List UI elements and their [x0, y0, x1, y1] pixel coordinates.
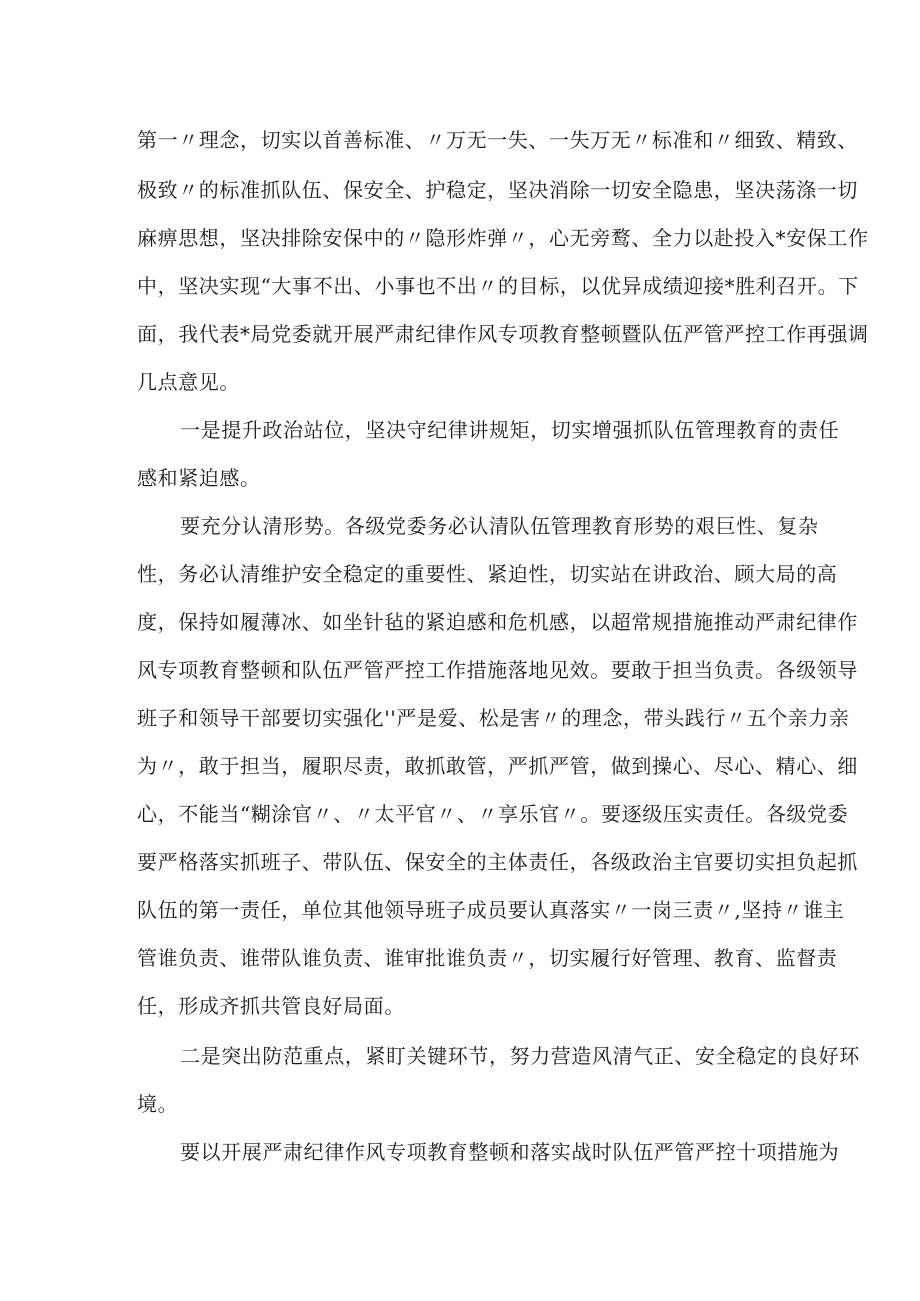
text-line: 要严格落实抓班子、带队伍、保安全的主体责任，各级政治主官要切实担负起抓: [137, 850, 858, 874]
text-line: 第一〃理念，切实以首善标准、〃万无一失、一失万无〃标准和〃细致、精致、: [137, 128, 858, 152]
text-line: 任，形成齐抓共管良好局面。: [137, 994, 405, 1018]
text-line: 心，不能当“糊涂官〃、〃太平官〃、〃享乐官〃。要逐级压实责任。各级党委: [137, 802, 849, 826]
text-line: 要以开展严肃纪律作风专项教育整顿和落实战时队伍严管严控十项措施为: [180, 1140, 840, 1164]
text-line: 中，坚决实现“大事不出、小事也不出〃的目标，以优异成绩迎接*胜利召开。下: [137, 274, 859, 298]
text-line: 性，务必认清维护安全稳定的重要性、紧迫性，切实站在讲政治、顾大局的高: [137, 562, 838, 586]
text-line: 度，保持如履薄冰、如坐针毡的紧迫感和危机感，以超常规措施推动严肃纪律作: [137, 610, 858, 634]
text-line: 队伍的第一责任，单位其他领导班子成员要认真落实〃一岗三责〃,坚持〃谁主: [137, 898, 845, 922]
text-line: 为〃，敢于担当，履职尽责，敢抓敢管，严抓严管，做到操心、尽心、精心、细: [137, 754, 858, 778]
section-heading: 感和紧迫感。: [137, 466, 261, 490]
text-line: 几点意见。: [137, 370, 240, 394]
text-line: 面，我代表*局党委就开展严肃纪律作风专项教育整顿暨队伍严管严控工作再强调: [137, 322, 869, 346]
text-line: 要充分认清形势。各级党委务必认清队伍管理教育形势的艰巨性、复杂: [180, 514, 819, 538]
section-heading: 一是提升政治站位，坚决守纪律讲规矩，切实增强抓队伍管理教育的责任: [180, 418, 840, 442]
text-line: 风专项教育整顿和队伍严管严控工作措施落地见效。要敢于担当负责。各级领导: [137, 658, 858, 682]
text-line: 管谁负责、谁带队谁负责、谁审批谁负责〃，切实履行好管理、教育、监督责: [137, 946, 838, 970]
section-heading: 境。: [137, 1092, 179, 1116]
text-line: 班子和领导干部要切实强化''严是爱、松是害〃的理念，带头践行〃五个亲力亲: [137, 706, 850, 730]
text-line: 极致〃的标准抓队伍、保安全、护稳定，坚决消除一切安全隐患，坚决荡涤一切: [137, 178, 858, 202]
section-heading: 二是突出防范重点，紧盯关键环节，努力营造风清气正、安全稳定的良好环: [180, 1044, 860, 1068]
text-line: 麻痹思想，坚决排除安保中的〃隐形炸弹〃，心无旁鹜、全力以赴投入*安保工作: [137, 226, 869, 250]
